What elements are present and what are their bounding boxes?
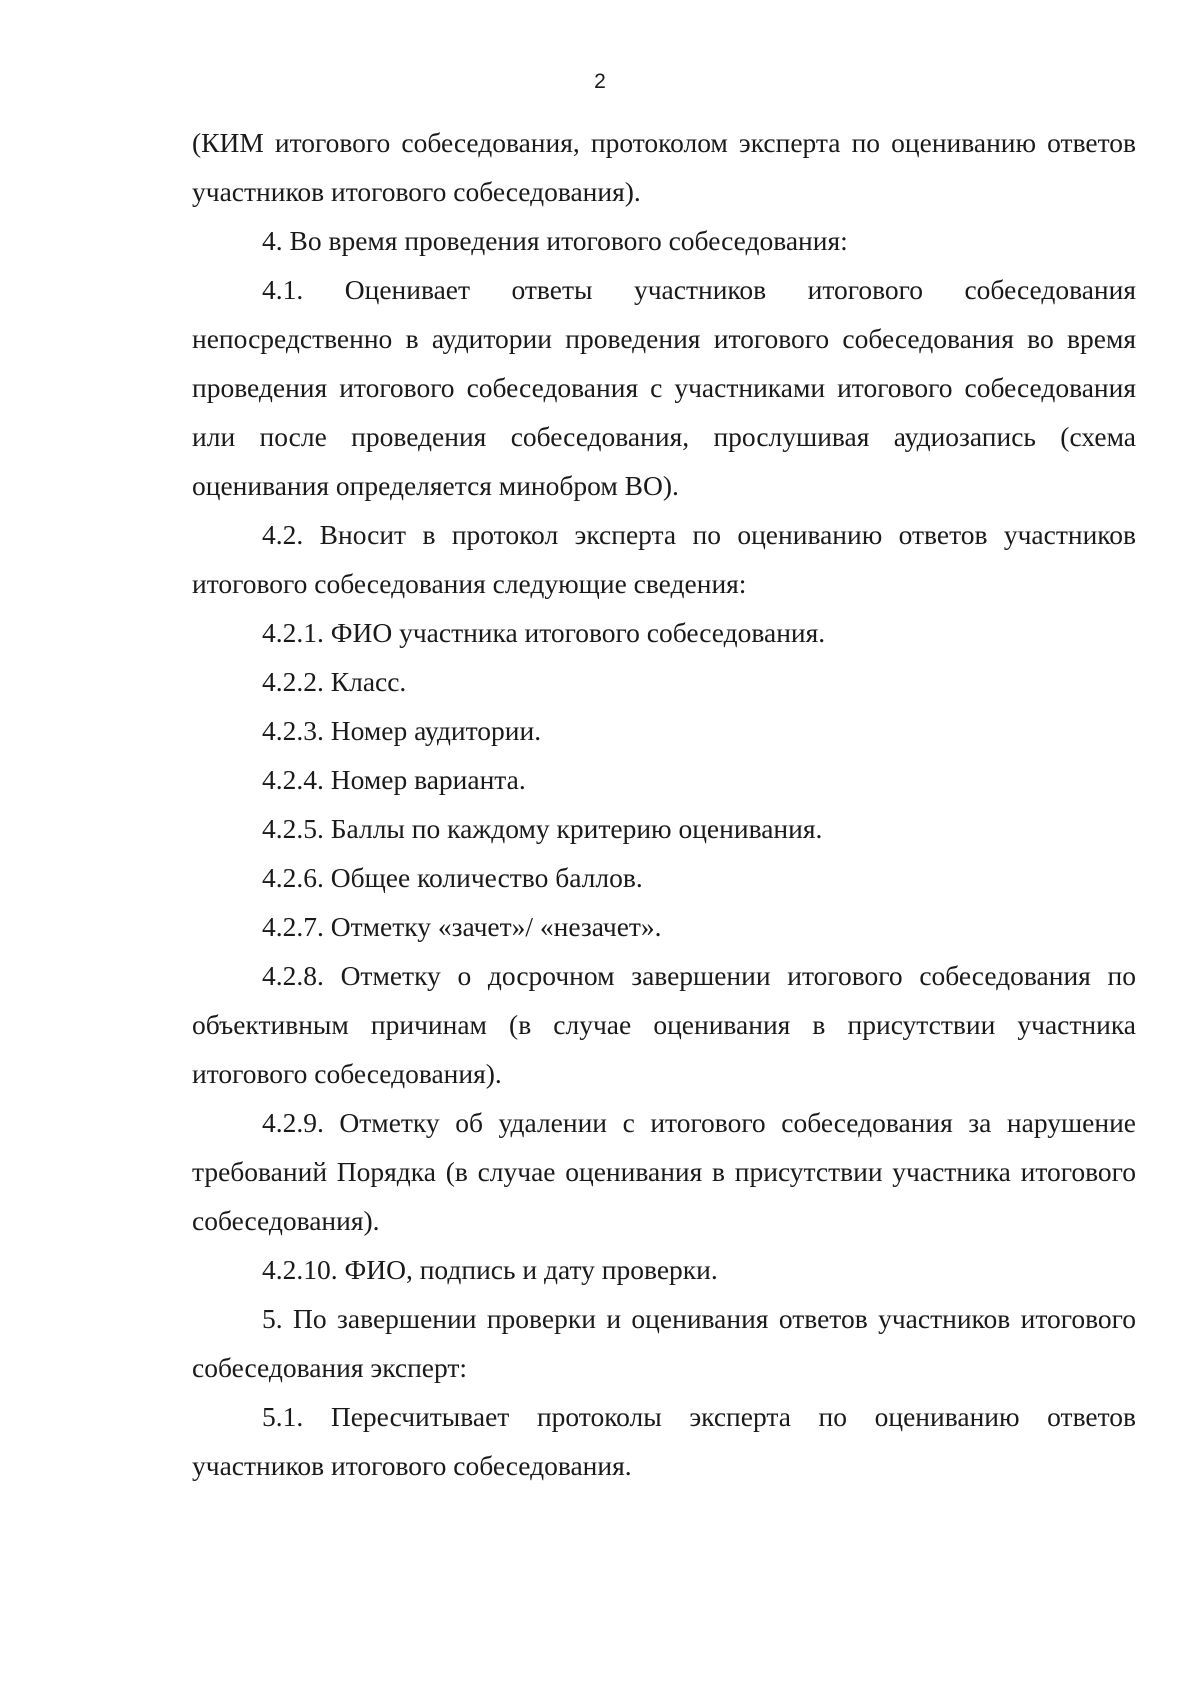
paragraph-4-2-6: 4.2.6. Общее количество баллов.: [262, 862, 643, 893]
paragraph-4-2-8: 4.2.8. Отметку о досрочном завершении итогового собеседования по объективным причинам (в случае оценивания в присутствии участника итогового собеседования).: [192, 960, 1136, 1089]
page-number: 2: [594, 70, 606, 93]
paragraph-5-1: 5.1. Пересчитывает протоколы эксперта по оцениванию ответов участников итогового собеседования.: [192, 1401, 1136, 1481]
paragraph-4-2-10: 4.2.10. ФИО, подпись и дату проверки.: [262, 1254, 718, 1285]
paragraph-4-2: 4.2. Вносит в протокол эксперта по оцениванию ответов участников итогового собеседования следующие сведения:: [192, 519, 1136, 599]
paragraph-4: 4. Во время проведения итогового собеседования:: [262, 225, 848, 256]
paragraph-kim-continuation: (КИМ итогового собеседования, протоколом эксперта по оцениванию ответов участников итогового собеседования).: [192, 127, 1136, 207]
paragraph-4-2-2: 4.2.2. Класс.: [262, 666, 407, 697]
paragraph-5: 5. По завершении проверки и оценивания ответов участников итогового собеседования эксперт:: [192, 1303, 1136, 1383]
paragraph-4-2-4: 4.2.4. Номер варианта.: [262, 764, 526, 795]
paragraph-4-2-1: 4.2.1. ФИО участника итогового собеседования.: [262, 617, 826, 648]
paragraph-4-2-3: 4.2.3. Номер аудитории.: [262, 715, 542, 746]
paragraph-4-2-7: 4.2.7. Отметку «зачет»/ «незачет».: [262, 911, 662, 942]
paragraph-4-2-9: 4.2.9. Отметку об удалении с итогового собеседования за нарушение требований Порядка (в случае оценивания в присутствии участника итогового собеседования).: [192, 1107, 1136, 1236]
paragraph-4-1: 4.1. Оценивает ответы участников итогового собеседования непосредственно в аудитории проведения итогового собеседования во время проведения итогового собеседования с участниками итогового собеседования или после проведения собеседования, прослушивая аудиозапись (схема оценивания определяется минобром ВО).: [192, 274, 1136, 501]
document-body: [192, 118, 1136, 1490]
paragraph-4-2-5: 4.2.5. Баллы по каждому критерию оценивания.: [262, 813, 823, 844]
